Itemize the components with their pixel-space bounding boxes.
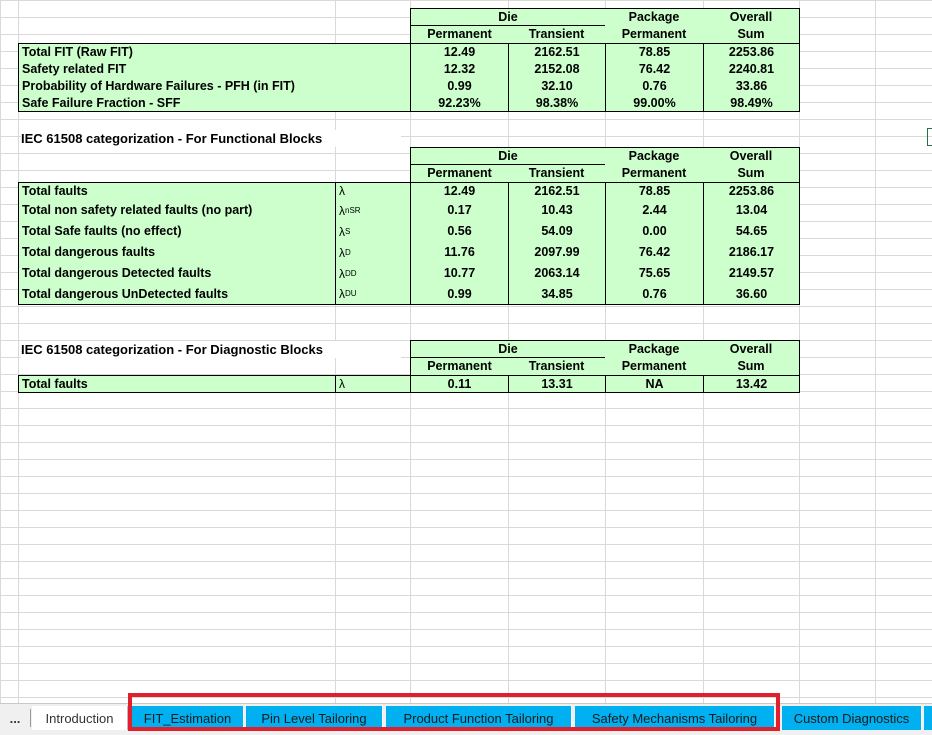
value-cell[interactable]: 0.17 — [447, 203, 472, 218]
section-title[interactable]: IEC 61508 categorization - For Functional Blocks — [21, 130, 401, 147]
active-cell-indicator[interactable] — [927, 128, 932, 146]
value-cell[interactable]: 0.76 — [642, 286, 667, 301]
row-label[interactable]: Total dangerous faults — [22, 245, 156, 260]
value-cell[interactable]: 2152.08 — [534, 62, 580, 77]
more-sheets-button[interactable]: ... — [9, 710, 21, 726]
value-cell[interactable]: 2063.14 — [534, 266, 580, 281]
value-cell[interactable]: 0.76 — [642, 79, 667, 94]
tab-safety-mechanisms-tailoring[interactable]: Safety Mechanisms Tailoring — [575, 706, 775, 730]
value-cell[interactable]: 78.85 — [638, 45, 671, 60]
value-cell[interactable]: 0.99 — [447, 286, 472, 301]
lambda-symbol[interactable]: λ S — [339, 224, 351, 239]
row-label[interactable]: Total dangerous UnDetected faults — [22, 286, 229, 301]
value-cell[interactable]: 0.99 — [447, 79, 472, 94]
header-package[interactable]: Package — [605, 340, 704, 357]
value-cell[interactable]: 34.85 — [541, 286, 573, 301]
row-label[interactable]: Total non safety related faults (no part) — [22, 203, 253, 218]
value-cell[interactable]: 76.42 — [638, 245, 671, 260]
header-die[interactable]: Die — [410, 8, 606, 25]
header-permanent[interactable]: Permanent — [410, 164, 509, 182]
column-gridline — [875, 0, 876, 703]
value-cell[interactable]: 2097.99 — [534, 245, 580, 260]
lambda-symbol[interactable]: λ — [339, 377, 345, 391]
header-package[interactable]: Package — [605, 147, 704, 164]
header-permanent[interactable]: Permanent — [410, 25, 509, 43]
value-cell[interactable]: 32.10 — [541, 79, 573, 94]
value-cell[interactable]: NA — [645, 376, 664, 391]
header-package-permanent[interactable]: Permanent — [605, 25, 704, 43]
lambda-symbol[interactable]: λ nSR — [339, 203, 361, 218]
row-label[interactable]: Total dangerous Detected faults — [22, 266, 212, 281]
value-cell[interactable]: 99.00% — [633, 95, 676, 110]
value-cell[interactable]: 78.85 — [638, 183, 671, 198]
value-cell[interactable]: 2253.86 — [728, 45, 775, 60]
value-cell[interactable]: 92.23% — [438, 95, 481, 110]
value-cell[interactable]: 2186.17 — [728, 245, 775, 260]
value-cell[interactable]: 2253.86 — [728, 183, 775, 198]
lambda-symbol[interactable]: λ DU — [339, 287, 357, 301]
value-cell[interactable]: 10.43 — [541, 203, 573, 218]
tab-product-function-tailoring[interactable]: Product Function Tailoring — [386, 706, 572, 730]
value-cell[interactable]: 76.42 — [638, 62, 671, 77]
value-cell[interactable]: 13.31 — [541, 376, 573, 391]
value-cell[interactable]: 2162.51 — [534, 45, 580, 60]
header-transient[interactable]: Transient — [508, 25, 606, 43]
value-cell[interactable]: 13.04 — [735, 203, 768, 218]
value-cell[interactable]: 75.65 — [638, 266, 671, 281]
header-die[interactable]: Die — [410, 147, 606, 164]
value-cell[interactable]: 0.56 — [447, 224, 472, 239]
tab-custom-diagnostics[interactable]: Custom Diagnostics — [782, 706, 922, 730]
header-transient[interactable]: Transient — [508, 164, 606, 182]
header-package[interactable]: Package — [605, 8, 704, 25]
row-label[interactable]: Total FIT (Raw FIT) — [22, 45, 133, 60]
header-package-permanent[interactable]: Permanent — [605, 164, 704, 182]
header-sum[interactable]: Sum — [703, 25, 800, 43]
value-cell[interactable]: 98.38% — [535, 95, 579, 110]
value-cell[interactable]: 11.76 — [444, 245, 475, 260]
value-cell[interactable]: 54.65 — [735, 224, 768, 239]
value-cell[interactable]: 2240.81 — [728, 62, 775, 77]
value-cell[interactable]: 54.09 — [541, 224, 573, 239]
value-cell[interactable]: 36.60 — [735, 286, 768, 301]
lambda-symbol[interactable]: λ DD — [339, 266, 357, 281]
value-cell[interactable]: 2162.51 — [534, 183, 580, 198]
header-overall[interactable]: Overall — [703, 8, 800, 25]
value-cell[interactable]: 12.49 — [443, 45, 476, 60]
header-transient[interactable]: Transient — [508, 357, 606, 375]
header-overall[interactable]: Overall — [703, 340, 800, 357]
value-cell[interactable]: 12.32 — [443, 62, 476, 77]
header-die[interactable]: Die — [410, 340, 606, 357]
value-cell[interactable]: 13.42 — [735, 376, 768, 391]
tab-introduction[interactable]: Introduction — [32, 706, 128, 730]
tab-fit-estimation[interactable]: FIT_Estimation — [132, 706, 244, 730]
tab-overflow-edge — [924, 706, 932, 730]
section-title[interactable]: IEC 61508 categorization - For Diagnostic Blocks — [21, 341, 401, 358]
row-label[interactable]: Safety related FIT — [22, 62, 127, 77]
value-cell[interactable]: 0.00 — [642, 224, 667, 239]
header-package-permanent[interactable]: Permanent — [605, 357, 704, 375]
row-label[interactable]: Total faults — [22, 376, 88, 391]
value-cell[interactable]: 12.49 — [443, 183, 476, 198]
tab-separator — [30, 709, 31, 727]
row-label[interactable]: Probability of Hardware Failures - PFH (in FIT) — [22, 79, 295, 94]
header-permanent[interactable]: Permanent — [410, 357, 509, 375]
row-label[interactable]: Total Safe faults (no effect) — [22, 224, 182, 239]
value-cell[interactable]: 0.11 — [447, 376, 472, 391]
value-cell[interactable]: 2149.57 — [728, 266, 775, 281]
header-sum[interactable]: Sum — [703, 357, 800, 375]
lambda-symbol[interactable]: λ D — [339, 245, 351, 260]
value-cell[interactable]: 10.77 — [443, 266, 476, 281]
header-overall[interactable]: Overall — [703, 147, 800, 164]
row-label[interactable]: Safe Failure Fraction - SFF — [22, 95, 181, 110]
lambda-symbol[interactable]: λ — [339, 184, 345, 198]
sheet-tab-bar — [0, 703, 932, 735]
tab-pin-level-tailoring[interactable]: Pin Level Tailoring — [246, 706, 383, 730]
value-cell[interactable]: 2.44 — [642, 203, 667, 218]
value-cell[interactable]: 33.86 — [735, 79, 768, 94]
row-label[interactable]: Total faults — [22, 183, 88, 198]
header-sum[interactable]: Sum — [703, 164, 800, 182]
value-cell[interactable]: 98.49% — [730, 95, 773, 110]
